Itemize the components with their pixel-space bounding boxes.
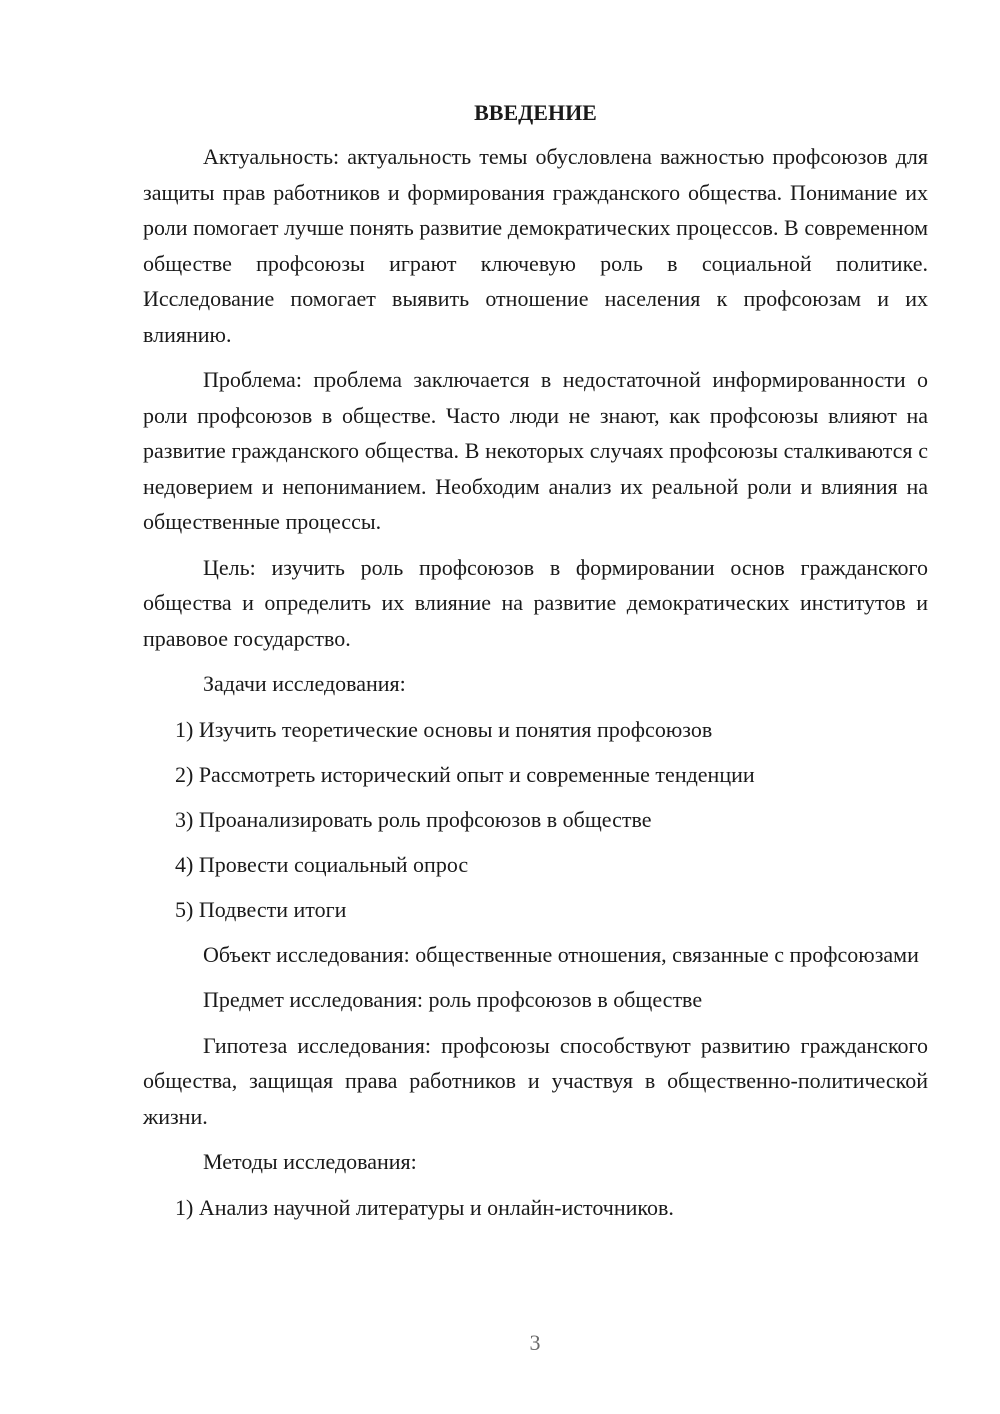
tasks-heading: Задачи исследования:	[203, 671, 406, 696]
list-item: 5) Подвести итоги	[175, 896, 347, 922]
page-content	[143, 95, 928, 1235]
goal-paragraph: Цель: изучить роль профсоюзов в формировании основ гражданского общества и определить их влияние на развитие демократических институтов и правовое государство.	[143, 554, 928, 651]
methods-heading: Методы исследования:	[203, 1149, 417, 1174]
tasks-list	[143, 712, 928, 927]
object-paragraph: Объект исследования: общественные отношения, связанные с профсоюзами	[203, 941, 919, 967]
page-number: 3	[529, 1330, 541, 1355]
subject-paragraph: Предмет исследования: роль профсоюзов в обществе	[203, 987, 703, 1012]
problem-paragraph: Проблема: проблема заключается в недостаточной информированности о роли профсоюзов в обществе. Часто люди не знают, как профсоюзы влияют на развитие гражданского общества. В некоторых случаях профсоюзы сталкиваются с недоверием и непониманием. Необходим анализ их реальной роли и влияния на общественные процессы.	[143, 367, 928, 534]
list-item: 2) Рассмотреть исторический опыт и современные тенденции	[175, 761, 755, 787]
list-item: 3) Проанализировать роль профсоюзов в обществе	[175, 806, 652, 832]
methods-list	[143, 1190, 928, 1225]
list-item: 4) Провести социальный опрос	[175, 851, 469, 877]
list-item: 1) Изучить теоретические основы и понятия профсоюзов	[175, 716, 713, 742]
relevance-paragraph: Актуальность: актуальность темы обусловлена важностью профсоюзов для защиты прав работников и формирования гражданского общества. Понимание их роли помогает лучше понять развитие демократических процессов. В современном обществе профсоюзы играют ключевую роль в социальной политике. Исследование помогает выявить отношение населения к профсоюзам и их влиянию.	[143, 144, 928, 347]
hypothesis-paragraph: Гипотеза исследования: профсоюзы способствуют развитию гражданского общества, защищая права работников и участвуя в общественно-политической жизни.	[143, 1032, 928, 1129]
list-item: 1) Анализ научной литературы и онлайн-источников.	[175, 1194, 674, 1220]
page-title: ВВЕДЕНИЕ	[474, 100, 597, 125]
